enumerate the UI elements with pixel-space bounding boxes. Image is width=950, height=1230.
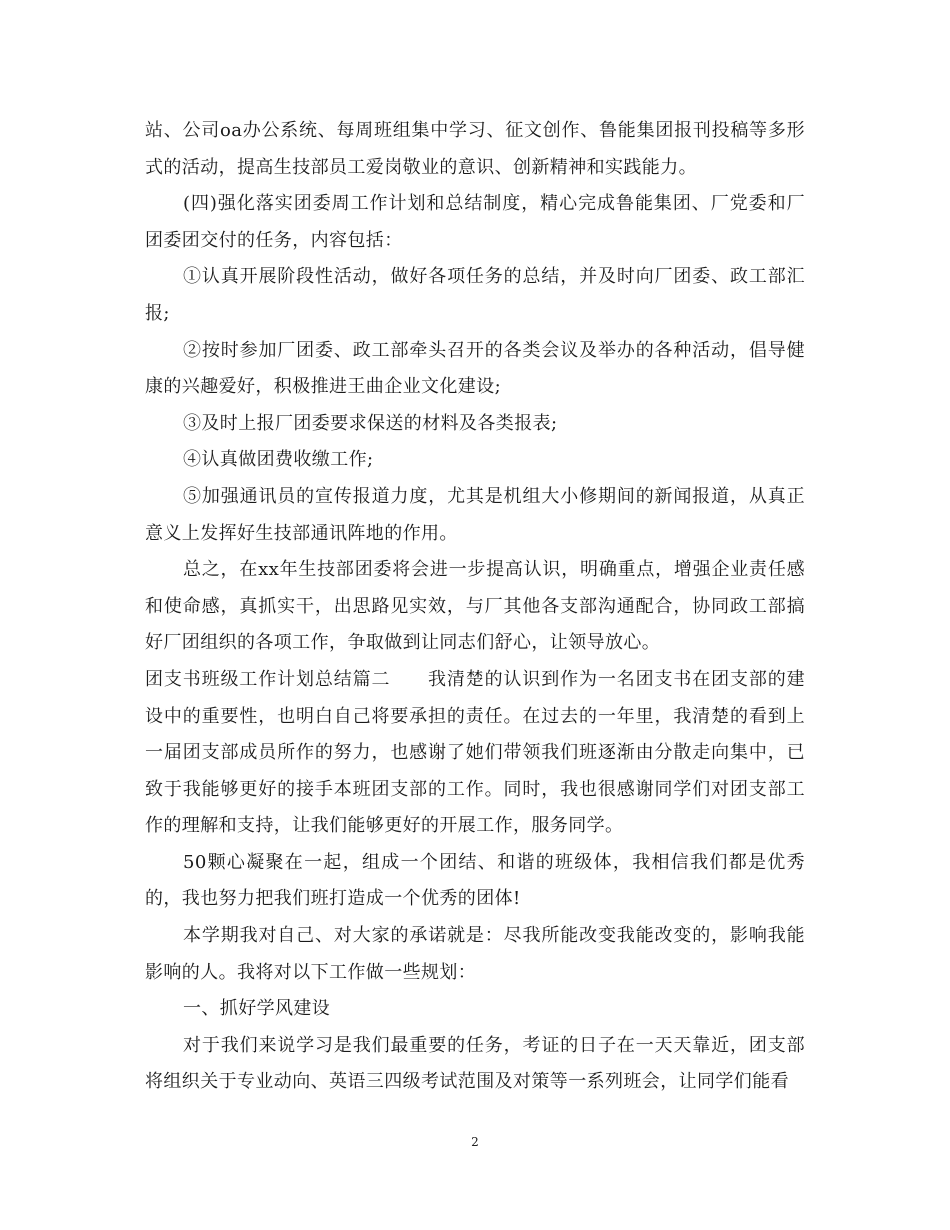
paragraph-7: ⑤加强通讯员的宣传报道力度，尤其是机组大小修期间的新闻报道，从真正意义上发挥好生技部通讯阵地的作用。 [145, 485, 805, 544]
paragraph-10: 50颗心凝聚在一起，组成一个团结、和谐的班级体，我相信我们都是优秀的，我也努力把我们班打造成一个优秀的团体! [145, 851, 805, 910]
paragraph-2: (四)强化落实团委周工作计划和总结制度，精心完成鲁能集团、厂党委和厂团委团交付的任务，内容包括： [145, 193, 805, 251]
paragraph-4: ②按时参加厂团委、政工部牵头召开的各类会议及举办的各种活动，倡导健康的兴趣爱好，积极推进王曲企业文化建设; [145, 339, 805, 398]
paragraph-12: 一、抓好学风建设 [183, 998, 331, 1020]
paragraph-13: 对于我们来说学习是我们最重要的任务，考证的日子在一天天靠近，团支部将组织关于专业动向、英语三四级考试范围及对策等一系列班会，让同学们能看 [145, 1034, 805, 1093]
paragraph-8: 总之，在xx年生技部团委将会进一步提高认识，明确重点，增强企业责任感和使命感，真抓实干，出思路见实效，与厂其他各支部沟通配合，协同政工部搞好厂团组织的各项工作，争取做到让同志们舒心，让领导放心。 [145, 559, 805, 654]
paragraph-11: 本学期我对自己、对大家的承诺就是：尽我所能改变我能改变的，影响我能影响的人。我将对以下工作做一些规划： [145, 925, 805, 983]
paragraph-5: ③及时上报厂团委要求保送的材料及各类报表; [183, 412, 558, 434]
paragraph-1: 站、公司oa办公系统、每周班组集中学习、征文创作、鲁能集团报刊投稿等多形式的活动，提高生技部员工爱岗敬业的意识、创新精神和实践能力。 [145, 120, 805, 178]
paragraph-9: 团支书班级工作计划总结篇二 我清楚的认识到作为一名团支书在团支部的建设中的重要性，也明白自己将要承担的责任。在过去的一年里，我清楚的看到上一届团支部成员所作的努力，也感谢了她们带领我们班逐渐由分散走向集中，已致于我能够更好的接手本班团支部的工作。同时，我也很感谢同学们对团支部工作的理解和支持，让我们能够更好的开展工作，服务同学。 [145, 668, 805, 837]
page-number: 2 [471, 1135, 479, 1149]
document-body [145, 113, 805, 1101]
paragraph-3: ①认真开展阶段性活动，做好各项任务的总结，并及时向厂团委、政工部汇报; [145, 266, 805, 324]
paragraph-6: ④认真做团费收缴工作; [183, 449, 374, 471]
